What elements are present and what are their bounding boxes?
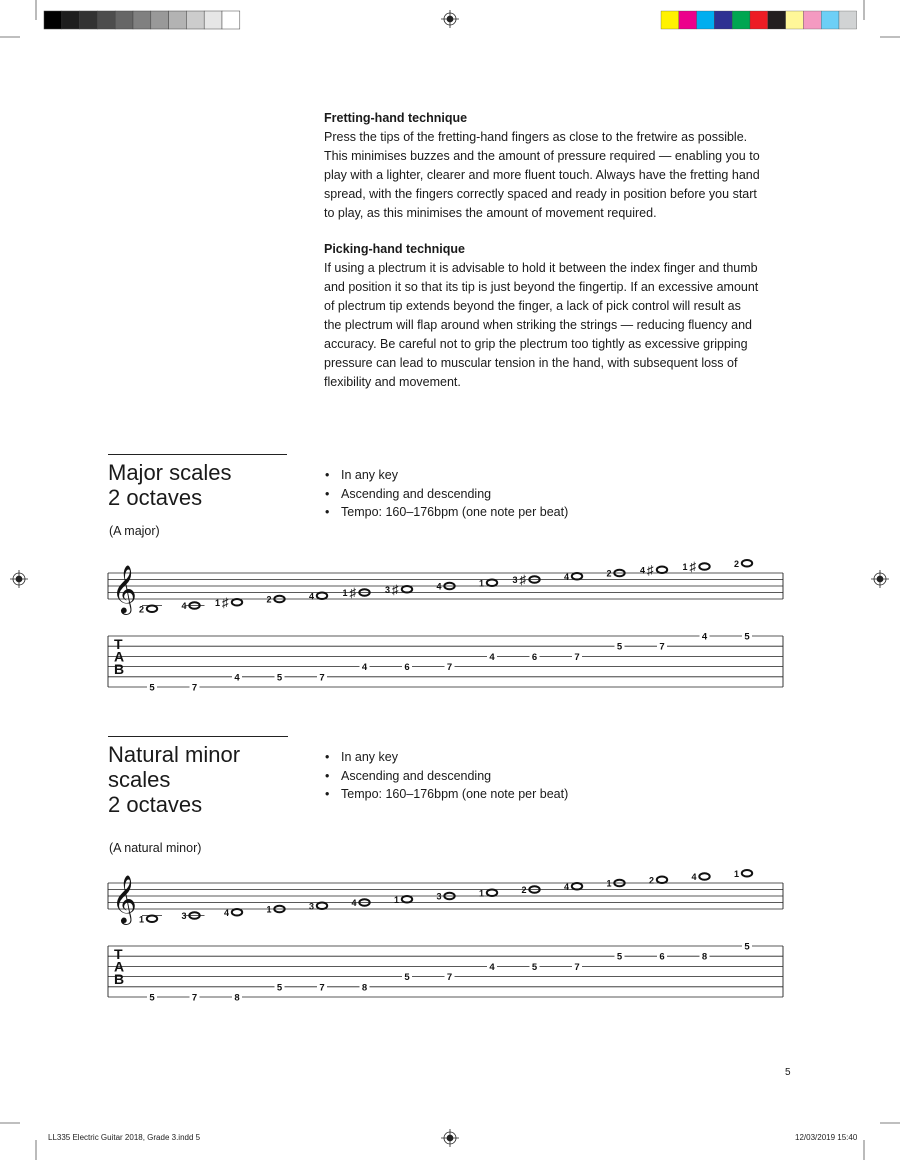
tab-clef-letter: A xyxy=(114,648,125,665)
whole-note xyxy=(147,915,157,922)
whole-note xyxy=(232,599,242,606)
picking-line: and position it so that its tip is just beyond the fingertip. If an excessive amount xyxy=(324,280,759,294)
fingering-number: 3 xyxy=(385,584,391,595)
tab-fret-number: 4 xyxy=(489,651,495,663)
grey-swatch xyxy=(133,11,151,29)
grey-swatch xyxy=(204,11,222,29)
whole-note xyxy=(699,563,709,570)
list-item: • Ascending and descending xyxy=(322,767,568,786)
minor-requirements-list xyxy=(322,748,568,804)
picking-line: accuracy. Be careful not to grip the plectrum too tightly as excessive gripping xyxy=(324,337,748,351)
tab-fret-number: 7 xyxy=(659,641,665,653)
picking-line: pressure can lead to muscular tension in the hand, with subsequent loss of xyxy=(324,356,738,370)
minor-heading-block xyxy=(108,742,240,817)
fingering-number: 2 xyxy=(734,558,740,569)
fretting-line: This minimises buzzes and the amount of pressure required — enabling you to xyxy=(324,149,760,163)
grey-swatch xyxy=(62,11,80,29)
whole-note xyxy=(232,909,242,916)
minor-scale-notation xyxy=(0,865,900,1005)
fingering-number: 1 xyxy=(342,588,348,598)
whole-note xyxy=(572,573,582,580)
fingering-number: 1 xyxy=(479,888,485,899)
grey-swatch xyxy=(44,11,62,29)
sharp-accidental: ♯ xyxy=(519,572,526,587)
tab-fret-number: 7 xyxy=(574,651,580,663)
fretting-line: to play, as this minimises the amount of movement required. xyxy=(324,206,657,220)
fingering-number: 4 xyxy=(691,872,697,882)
color-swatch xyxy=(786,11,804,29)
tab-fret-number: 7 xyxy=(446,972,453,984)
fingering-number: 1 xyxy=(734,868,740,879)
list-item: • In any key xyxy=(322,466,568,485)
tab-fret-number: 4 xyxy=(361,662,368,674)
tab-fret-number: 7 xyxy=(191,682,198,694)
fretting-line: play with a lighter, clearer and more fluent touch. Always have the fretting hand xyxy=(324,168,760,182)
sharp-accidental: ♯ xyxy=(222,594,229,610)
tab-fret-number: 7 xyxy=(319,982,325,994)
fingering-number: 2 xyxy=(266,594,272,605)
color-swatch xyxy=(750,11,768,29)
grey-color-bar xyxy=(44,11,240,29)
fingering-number: 1 xyxy=(606,878,612,889)
whole-note xyxy=(742,870,752,877)
picking-title: Picking-hand technique xyxy=(324,242,465,256)
tab-fret-number: 4 xyxy=(234,672,240,684)
fretting-section xyxy=(324,109,794,223)
whole-note xyxy=(657,566,667,573)
minor-heading-rule xyxy=(108,736,288,737)
list-item: • Ascending and descending xyxy=(322,485,568,504)
fingering-number: 3 xyxy=(436,891,442,902)
whole-note xyxy=(572,883,582,890)
whole-note xyxy=(487,889,497,896)
treble-clef-icon: 𝄞 xyxy=(112,565,137,612)
major-subheading: 2 octaves xyxy=(108,485,203,510)
tab-fret-number: 5 xyxy=(616,641,623,653)
registration-mark-top-icon xyxy=(441,10,459,28)
process-color-bar xyxy=(661,11,857,29)
footer-file-label: LL335 Electric Guitar 2018, Grade 3.indd 5 xyxy=(48,1133,201,1142)
picking-line: flexibility and movement. xyxy=(324,375,461,389)
fingering-number: 3 xyxy=(181,911,187,921)
fretting-line: Press the tips of the fretting-hand fingers as close to the fretwire as possible. xyxy=(324,130,748,144)
fingering-number: 2 xyxy=(606,568,612,579)
whole-note xyxy=(147,605,157,612)
whole-note xyxy=(317,902,327,909)
grey-swatch xyxy=(115,11,133,29)
color-swatch xyxy=(803,11,821,29)
tab-fret-number: 7 xyxy=(574,961,580,973)
tab-clef-letter: B xyxy=(114,971,125,987)
whole-note xyxy=(487,579,497,586)
tab-fret-number: 5 xyxy=(149,992,155,1004)
tab-fret-number: 5 xyxy=(404,972,410,984)
tab-fret-number: 5 xyxy=(744,631,750,643)
fingering-number: 4 xyxy=(351,898,357,908)
major-heading-block xyxy=(108,460,231,510)
whole-note xyxy=(402,586,412,593)
minor-subheading: 2 octaves xyxy=(108,792,203,817)
fretting-line: spread, with the fingers correctly spaced and ready in position before you start xyxy=(324,187,757,201)
major-heading: Major scales xyxy=(108,460,232,485)
fingering-number: 3 xyxy=(309,901,315,912)
fingering-number: 2 xyxy=(139,604,145,615)
sharp-accidental: ♯ xyxy=(349,585,356,600)
tab-fret-number: 8 xyxy=(234,992,240,1004)
grey-swatch xyxy=(97,11,115,29)
tab-fret-number: 5 xyxy=(149,682,155,694)
major-requirements-list xyxy=(322,466,568,522)
fingering-number: 1 xyxy=(682,562,688,572)
tab-clef-letter: T xyxy=(114,636,123,652)
fingering-number: 4 xyxy=(564,881,570,892)
fingering-number: 4 xyxy=(309,591,315,602)
major-key-label: (A major) xyxy=(109,524,160,538)
tab-fret-number: 5 xyxy=(531,961,538,973)
page-number: 5 xyxy=(785,1067,791,1078)
fretting-title: Fretting-hand technique xyxy=(324,111,468,125)
picking-line: the plectrum will flap around when striking the strings — reducing fluency and xyxy=(324,318,752,332)
minor-heading-line2: scales xyxy=(108,767,171,792)
tab-fret-number: 6 xyxy=(531,651,538,663)
treble-clef-icon: 𝄞 xyxy=(112,875,137,922)
tab-fret-number: 8 xyxy=(701,951,708,963)
color-swatch xyxy=(714,11,732,29)
registration-mark-bottom-icon xyxy=(441,1129,459,1147)
fingering-number: 4 xyxy=(224,907,230,918)
color-swatch xyxy=(679,11,697,29)
color-swatch xyxy=(697,11,715,29)
fingering-number: 4 xyxy=(564,571,570,582)
tab-fret-number: 7 xyxy=(446,662,453,674)
whole-note xyxy=(657,876,667,883)
sharp-accidental: ♯ xyxy=(392,581,399,597)
picking-section xyxy=(324,240,794,392)
fingering-number: 1 xyxy=(266,904,272,915)
whole-note xyxy=(699,873,709,880)
tab-fret-number: 7 xyxy=(319,672,325,684)
fingering-number: 4 xyxy=(640,565,646,576)
fingering-number: 1 xyxy=(215,597,221,608)
tab-fret-number: 6 xyxy=(659,951,665,963)
picking-line: If using a plectrum it is advisable to hold it between the index finger and thumb xyxy=(324,261,758,275)
tab-clef-letter: T xyxy=(114,946,123,962)
major-heading-rule xyxy=(108,454,287,455)
fingering-number: 4 xyxy=(436,581,442,592)
fingering-number: 2 xyxy=(649,875,655,886)
color-swatch xyxy=(732,11,750,29)
color-swatch xyxy=(839,11,857,29)
list-item: • Tempo: 160–176bpm (one note per beat) xyxy=(322,785,568,804)
color-swatch xyxy=(768,11,786,29)
major-scale-notation xyxy=(0,555,900,695)
tab-fret-number: 6 xyxy=(404,662,410,674)
tab-fret-number: 8 xyxy=(361,982,368,994)
footer-timestamp: 12/03/2019 15:40 xyxy=(795,1133,858,1142)
color-swatch xyxy=(821,11,839,29)
whole-note xyxy=(317,592,327,599)
fingering-number: 2 xyxy=(521,885,527,895)
list-item: • Tempo: 160–176bpm (one note per beat) xyxy=(322,503,568,522)
tab-fret-number: 4 xyxy=(701,631,708,643)
color-swatch xyxy=(661,11,679,29)
tab-fret-number: 5 xyxy=(276,672,283,684)
minor-key-label: (A natural minor) xyxy=(109,841,202,855)
tab-fret-number: 4 xyxy=(489,961,495,973)
sharp-accidental: ♯ xyxy=(647,562,654,578)
fingering-number: 3 xyxy=(512,575,518,585)
fingering-number: 4 xyxy=(181,601,187,611)
grey-swatch xyxy=(169,11,187,29)
sharp-accidental: ♯ xyxy=(689,559,696,574)
list-item: • In any key xyxy=(322,748,568,767)
fretting-body xyxy=(324,128,794,223)
fingering-number: 1 xyxy=(394,894,400,905)
picking-body xyxy=(324,259,794,392)
tab-clef-letter: B xyxy=(114,661,125,677)
tab-fret-number: 5 xyxy=(276,982,283,994)
tab-fret-number: 5 xyxy=(616,951,623,963)
picking-line: of plectrum tip extends beyond the finger, a lack of pick control will result as xyxy=(324,299,741,313)
whole-note xyxy=(402,896,412,903)
tab-fret-number: 7 xyxy=(191,992,198,1004)
fingering-number: 1 xyxy=(139,914,145,925)
grey-swatch xyxy=(80,11,98,29)
whole-note xyxy=(742,560,752,567)
tab-fret-number: 5 xyxy=(744,941,750,953)
minor-heading-line1: Natural minor xyxy=(108,742,241,767)
tab-clef-letter: A xyxy=(114,958,125,975)
grey-swatch xyxy=(222,11,240,29)
grey-swatch xyxy=(186,11,204,29)
grey-swatch xyxy=(151,11,169,29)
fingering-number: 1 xyxy=(479,578,485,589)
